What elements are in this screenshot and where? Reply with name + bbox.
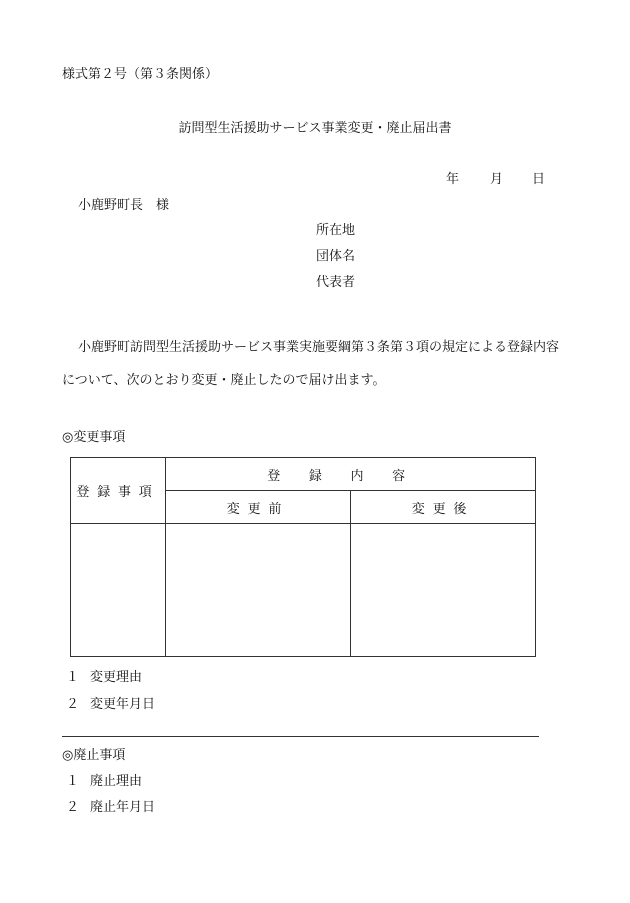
- section-divider: [62, 736, 539, 737]
- item-label: 廃止年月日: [90, 800, 156, 815]
- field-organization-label: 団体名: [316, 249, 356, 264]
- cell-before-change[interactable]: [166, 524, 351, 657]
- form-number: 様式第２号（第３条関係）: [62, 67, 219, 82]
- field-address-label: 所在地: [316, 223, 356, 238]
- abolish-reason-item: [66, 775, 142, 788]
- change-section-heading: ◎変更事項: [62, 430, 126, 445]
- date-line: [446, 173, 545, 186]
- date-day-label: 日: [532, 172, 546, 187]
- abolish-section-heading: ◎廃止事項: [62, 748, 126, 763]
- date-month-label: 月: [490, 172, 504, 187]
- item-label: 変更理由: [90, 670, 143, 685]
- change-date-item: [66, 698, 155, 711]
- item-label: 廃止理由: [90, 774, 143, 789]
- item-number: ２: [66, 800, 80, 815]
- document-title: 訪問型生活援助サービス事業変更・廃止届出書: [178, 121, 452, 136]
- item-number: ２: [66, 697, 80, 712]
- header-before-change: 変更前: [166, 491, 351, 524]
- header-after-change: 変更後: [351, 491, 536, 524]
- item-label: 変更年月日: [90, 697, 156, 712]
- item-number: １: [66, 774, 80, 789]
- cell-registration-item[interactable]: [71, 524, 166, 657]
- field-representative-label: 代表者: [316, 275, 356, 290]
- header-registration-content: 登録内容: [166, 458, 536, 491]
- addressee: 小鹿野町長 様: [78, 198, 170, 213]
- applicant-fields: [316, 224, 355, 302]
- body-text: 小鹿野町訪問型生活援助サービス事業実施要綱第３条第３項の規定による登録内容について、次のとおり変更・廃止したので届け出ます。: [62, 340, 560, 388]
- change-reason-item: [66, 671, 142, 684]
- change-table: [70, 457, 536, 657]
- item-number: １: [66, 670, 80, 685]
- abolish-date-item: [66, 801, 155, 814]
- header-registration-item: 登録事項: [71, 458, 166, 524]
- date-year-label: 年: [446, 172, 460, 187]
- cell-after-change[interactable]: [351, 524, 536, 657]
